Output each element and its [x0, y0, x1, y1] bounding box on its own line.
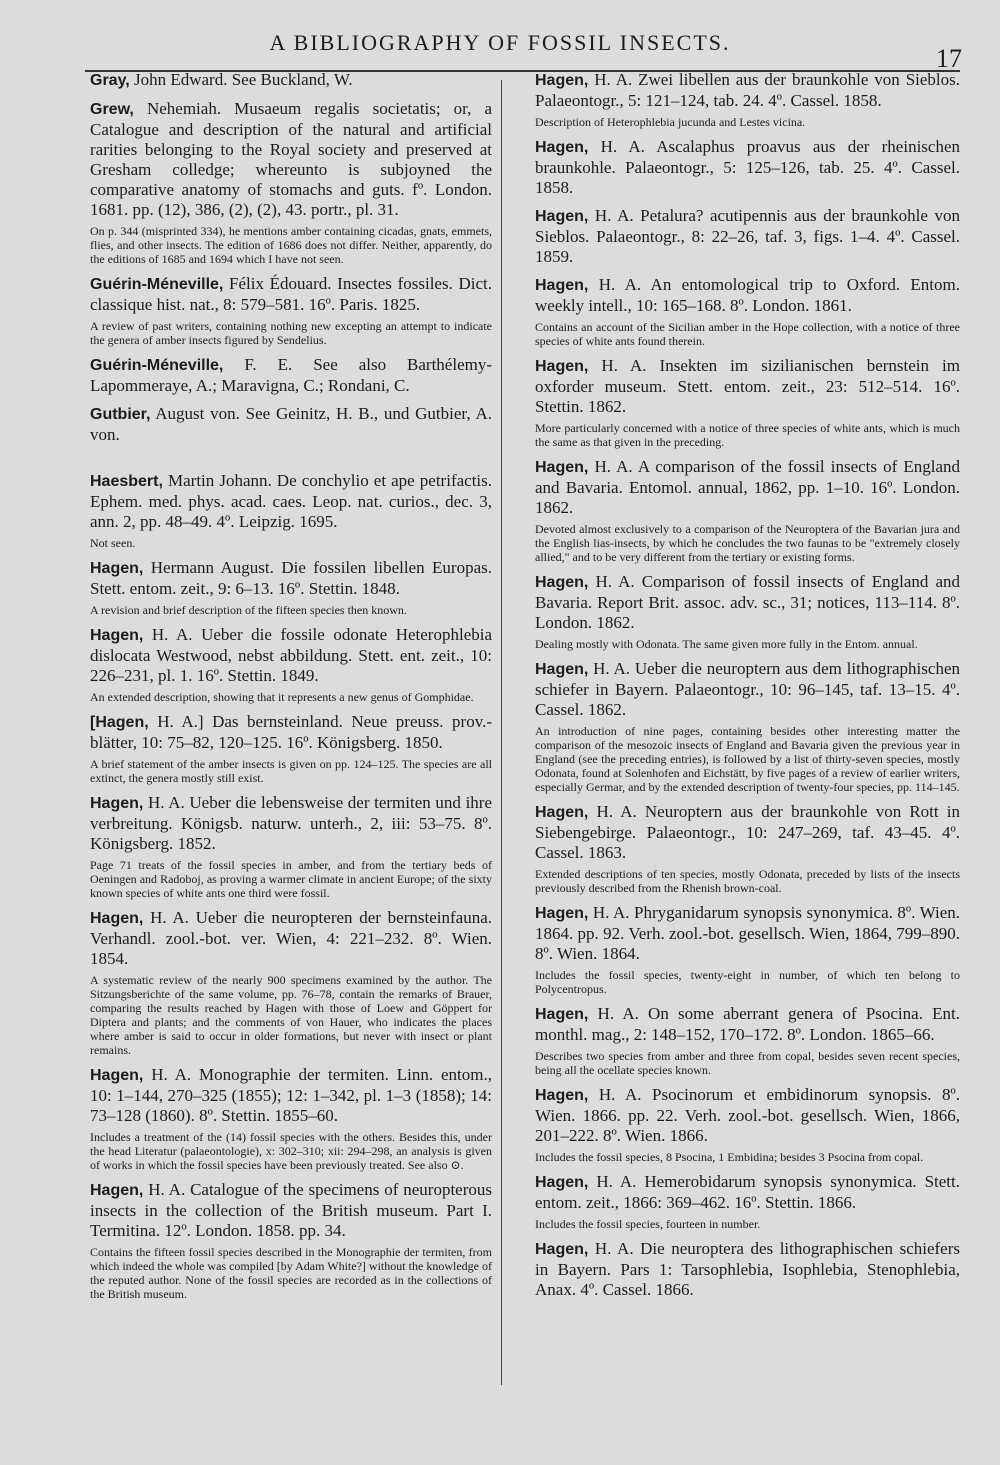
entry-text: H. A. Ascalaphus proavus aus der rheinischen braunkohle. Palaeontogr., 5: 125–126, tab. 25. 4º. Cassel. 1858.	[535, 137, 960, 197]
entry-text: August von. See Geinitz, H. B., und Gutbier, A. von.	[90, 404, 493, 444]
entry-author: Hagen,	[535, 1006, 589, 1023]
bibliography-entry	[535, 275, 960, 348]
entry-note: Not seen.	[90, 536, 136, 550]
entry-text: Nehemiah. Musaeum regalis societatis; or, a Catalogue and description of the natural and artificial rarities belonging to the Royal society and preserved at Gresham colledge; whereunto is subjoyned the comparative anatomy of stomachs and guts. fº. London. 1681. pp. (12), 386, (2), (2), 43. portr., pl. 31.	[90, 99, 493, 219]
entry-text: John Edward. See Buckland, W.	[133, 70, 353, 89]
entry-citation	[90, 471, 492, 532]
entry-author: Grew,	[90, 101, 134, 118]
entry-note: Includes the fossil species, fourteen in number.	[535, 1217, 761, 1231]
entry-note: Description of Heterophlebia jucunda and Lestes vicina.	[535, 115, 806, 129]
bibliography-entry	[90, 471, 492, 550]
entry-note: A systematic review of the nearly 900 specimens examined by the author. The Sitzungsberichte of the same volume, pp. 76–78, contain the remarks of Brauer, comparing the results reached by Hagen with those of Loew and Göppert for Diptera and plants; and the comments of von Hauer, who indicates the places where amber is said to occur in older formations, but never with insect or plant remains.	[90, 973, 492, 1057]
bibliography-entry	[535, 457, 960, 564]
entry-note: More particularly concerned with a notice of three species of white ants, which is much the same as that given in the preceding.	[535, 421, 960, 449]
entry-author: Haesbert,	[90, 473, 163, 490]
entry-citation	[90, 355, 492, 396]
entry-note: A brief statement of the amber insects is given on pp. 124–125. The species are all extinct, the genera mostly still exist.	[90, 757, 492, 785]
entry-note: Extended descriptions of ten species, mostly Odonata, preceded by lists of the insects previously described from the Rhenish brown-coal.	[535, 867, 960, 895]
bibliography-entry	[90, 1180, 492, 1301]
entry-author: Hagen,	[535, 208, 589, 225]
bibliography-entry	[535, 903, 960, 996]
entry-text: H. A. Die neuroptera des lithographischen schiefers in Bayern. Pars 1: Tarsophlebia, Isophlebia, Stenophlebia, Anax. 4º. Cassel. 1866.	[535, 1239, 960, 1299]
entry-citation	[535, 802, 960, 863]
entry-author: Hagen,	[535, 1241, 589, 1258]
bibliography-entry	[535, 1172, 960, 1231]
bibliography-entry	[535, 1239, 960, 1300]
entry-author: Hagen,	[90, 1182, 144, 1199]
entry-author: Hagen,	[535, 574, 589, 591]
entry-text: Félix Édouard. Insectes fossiles. Dict. classique hist. nat., 8: 579–581. 16º. Paris. 1825.	[90, 274, 493, 314]
entry-author: Hagen,	[90, 910, 144, 927]
entry-citation	[535, 70, 960, 111]
bibliography-entry	[90, 1065, 492, 1172]
letter-section-gap	[90, 453, 492, 471]
entry-note: Includes the fossil species, 8 Psocina, 1 Embidina; besides 3 Psocina from copal.	[535, 1150, 924, 1164]
entry-author: Hagen,	[535, 277, 589, 294]
entry-text: H. A. Ueber die neuropteren der bernsteinfauna. Verhandl. zool.-bot. ver. Wien, 4: 221–232. 8º. Wien. 1854.	[90, 908, 492, 968]
entry-text: H. A. Ueber die fossile odonate Heterophlebia dislocata Westwood, nebst abbildung. Stett. ent. zeit., 10: 226–231, pl. 1. 16º. Stettin. 1849.	[90, 625, 493, 685]
entry-author: Hagen,	[535, 358, 589, 375]
entry-text: H. A. Neuroptern aus der braunkohle von Rott in Siebengebirge. Palaeontogr., 10: 247–269, taf. 43–45. 4º. Cassel. 1863.	[535, 802, 960, 862]
entry-citation	[90, 908, 492, 969]
entry-citation	[90, 70, 492, 91]
entry-citation	[90, 404, 492, 445]
bibliography-entry	[535, 659, 960, 794]
column-divider	[501, 80, 502, 1385]
entry-note: Dealing mostly with Odonata. The same given more fully in the Entom. annual.	[535, 637, 918, 651]
entry-note: An introduction of nine pages, containing besides other interesting matter the comparison of the mesozoic insects of England and Bavaria given the previous year in England (see the preceding entries), is followed by a list of thirty-seven species, mostly Odonata, found at Solenhofen and Eichstätt, by five pages of a review of earlier writers, especially Germar, and by the extended description of twenty-four species, pp. 114–145.	[535, 724, 960, 794]
entry-text: H. A. On some aberrant genera of Psocina. Ent. monthl. mag., 2: 148–152, 170–172. 8º. London. 1865–66.	[535, 1004, 960, 1044]
entry-note: Page 71 treats of the fossil species in amber, and from the tertiary beds of Oeningen and Radoboj, as proving a warmer climate in ancient Europe; of the sixty known species of white ants one third were fossil.	[90, 858, 492, 900]
entry-author: Hagen,	[535, 72, 589, 89]
entry-author: Hagen,	[535, 1087, 589, 1104]
entry-author: Hagen,	[90, 627, 144, 644]
bibliography-entry	[535, 206, 960, 267]
entry-citation	[90, 99, 492, 220]
entry-citation	[535, 659, 960, 720]
entry-author: Hagen,	[90, 560, 144, 577]
entry-text: H. A. Psocinorum et embidinorum synopsis. 8º. Wien. 1866. pp. 22. Verh. zool.-bot. gesellsch. Wien, 1866, 201–222. 8º. Wien. 1866.	[535, 1085, 960, 1145]
entry-note: Devoted almost exclusively to a comparison of the Neuroptera of the Bavarian jura and the English lias-insects, by which he concludes the two faunas to be "extremely closely allied," and to be very different from the tertiary or existing forms.	[535, 522, 960, 564]
entry-citation	[535, 1085, 960, 1146]
entry-author: Hagen,	[535, 804, 589, 821]
entry-text: H. A. Petalura? acutipennis aus der braunkohle von Sieblos. Palaeontogr., 8: 22–26, taf. 3, figs. 1–4. 4º. Cassel. 1859.	[535, 206, 961, 266]
bibliography-entry	[535, 802, 960, 895]
bibliography-entry	[90, 99, 492, 266]
entry-text: H. A. Insekten im sizilianischen bernstein im oxforder museum. Stett. entom. zeit., 23: 512–514. 16º. Stettin. 1862.	[535, 356, 960, 416]
entry-text: F. E. See also Barthélemy-Lapommeraye, A.; Maravigna, C.; Rondani, C.	[90, 355, 493, 395]
bibliography-entry	[535, 1004, 960, 1077]
entry-text: H. A. Phryganidarum synopsis synonymica. 8º. Wien. 1864. pp. 92. Verh. zool.-bot. gesellsch. Wien, 1864, 799–890. 8º. Wien. 1864.	[535, 903, 961, 963]
entry-note: Describes two species from amber and three from copal, besides seven recent species, being all the ocellate species known.	[535, 1049, 960, 1077]
bibliography-entry	[90, 355, 492, 396]
entry-author: Gutbier,	[90, 406, 151, 423]
entry-text: H. A. Zwei libellen aus der braunkohle von Sieblos. Palaeontogr., 5: 121–124, tab. 24. 4º. Cassel. 1858.	[535, 70, 961, 110]
bibliography-entry	[90, 404, 492, 445]
entry-note: A revision and brief description of the fifteen species then known.	[90, 603, 407, 617]
entry-citation	[535, 572, 960, 633]
entry-note: Contains the fifteen fossil species described in the Monographie der termiten, from which indeed the whole was compiled [by Adam White?] without the knowledge of the reputed author. None of the fossil species are recorded as in the collections of the British museum.	[90, 1245, 492, 1301]
bibliography-entry	[90, 70, 492, 91]
running-title: A BIBLIOGRAPHY OF FOSSIL INSECTS.	[269, 30, 731, 55]
left-column	[90, 70, 492, 1309]
entry-text: H. A. A comparison of the fossil insects of England and Bavaria. Entomol. annual, 1862, pp. 1–10. 16º. London. 1862.	[535, 457, 961, 517]
bibliography-entry	[535, 137, 960, 198]
entry-text: H. A. Catalogue of the specimens of neuropterous insects in the collection of the British museum. Part I. Termitina. 12º. London. 1858. pp. 34.	[90, 1180, 492, 1240]
entry-citation	[535, 206, 960, 267]
entry-author: Hagen,	[535, 459, 589, 476]
entry-note: An extended description, showing that it represents a new genus of Gomphidae.	[90, 690, 474, 704]
entry-text: H. A. Ueber die lebensweise der termiten und ihre verbreitung. Königsb. naturw. unterh., 2, iii: 53–75. 8º. Königsberg. 1852.	[90, 793, 492, 853]
entry-citation	[90, 625, 492, 686]
entry-text: H. A. Ueber die neuroptern aus dem lithographischen schiefer in Bayern. Palaeontogr., 10: 96–145, taf. 13–15. 4º. Cassel. 1862.	[535, 659, 960, 719]
entry-author: Hagen,	[535, 1174, 589, 1191]
bibliography-entry	[90, 793, 492, 900]
entry-author: Hagen,	[535, 905, 589, 922]
entry-author: Gray,	[90, 72, 130, 89]
entry-author: Hagen,	[90, 1067, 144, 1084]
entry-author: Hagen,	[535, 661, 589, 678]
bibliography-entry	[535, 356, 960, 449]
entry-text: H. A. Monographie der termiten. Linn. entom., 10: 1–144, 270–325 (1855); 12: 1–342, pl. 1–3 (1858); 14: 73–128 (1860). 8º. Stettin. 1855–60.	[90, 1065, 492, 1125]
bibliography-entry	[535, 70, 960, 129]
entry-text: H. A. An entomological trip to Oxford. Entom. weekly intell., 10: 165–168. 8º. London. 1861.	[535, 275, 961, 315]
bibliography-entry	[90, 625, 492, 704]
bibliography-entry	[90, 558, 492, 617]
right-column	[535, 70, 960, 1308]
entry-citation	[90, 274, 492, 315]
entry-citation	[535, 275, 960, 316]
bibliography-entry	[90, 908, 492, 1057]
entry-citation	[535, 903, 960, 964]
entry-author: Hagen,	[90, 795, 144, 812]
entry-author: Guérin-Méneville,	[90, 357, 224, 374]
entry-text: Hermann August. Die fossilen libellen Europas. Stett. entom. zeit., 9: 6–13. 16º. Stettin. 1848.	[90, 558, 492, 598]
entry-note: Contains an account of the Sicilian amber in the Hope collection, with a notice of three species of white ants found therein.	[535, 320, 960, 348]
bibliography-entry	[90, 274, 492, 347]
entry-citation	[90, 1180, 492, 1241]
entry-citation	[535, 356, 960, 417]
entry-author: [Hagen,	[90, 714, 149, 731]
entry-note: Includes a treatment of the (14) fossil species with the others. Besides this, under the head Literatur (palaeontologie), x: 302–310; xii: 294–298, an analysis is given of works in which the fossil species have been previously treated. See also ⊙.	[90, 1130, 492, 1172]
entry-author: Guérin-Méneville,	[90, 276, 224, 293]
page-number: 17	[936, 44, 962, 73]
entry-citation	[90, 712, 492, 753]
entry-author: Hagen,	[535, 139, 589, 156]
entry-citation	[535, 457, 960, 518]
entry-note: Includes the fossil species, twenty-eight in number, of which ten belong to Polycentropus.	[535, 968, 960, 996]
bibliography-entry	[535, 572, 960, 651]
entry-citation	[535, 1172, 960, 1213]
entry-citation	[535, 137, 960, 198]
entry-text: H. A.] Das bernsteinland. Neue preuss. prov.-blätter, 10: 75–82, 120–125. 16º. Königsberg. 1850.	[90, 712, 493, 752]
entry-citation	[90, 793, 492, 854]
entry-text: H. A. Comparison of fossil insects of England and Bavaria. Report Brit. assoc. adv. sc., 31; notices, 113–114. 8º. London. 1862.	[535, 572, 960, 632]
bibliography-entry	[535, 1085, 960, 1164]
entry-citation	[90, 558, 492, 599]
entry-text: Martin Johann. De conchylio et ape petrifactis. Ephem. med. phys. acad. caes. Leop. nat. curios., dec. 3, ann. 2, pp. 48–49. 4º. Leipzig. 1695.	[90, 471, 493, 531]
entry-note: A review of past writers, containing nothing new excepting an attempt to indicate the genera of amber insects figured by Sendelius.	[90, 319, 492, 347]
entry-citation	[535, 1239, 960, 1300]
entry-note: On p. 344 (misprinted 334), he mentions amber containing cicadas, gnats, emmets, flies, and other insects. The edition of 1686 does not differ. Neither, apparently, do the editions of 1685 and 1694 which I have not seen.	[90, 224, 492, 266]
bibliography-entry	[90, 712, 492, 785]
entry-citation	[535, 1004, 960, 1045]
entry-citation	[90, 1065, 492, 1126]
entry-text: H. A. Hemerobidarum synopsis synonymica. Stett. entom. zeit., 1866: 369–462. 16º. Stettin. 1866.	[535, 1172, 961, 1212]
